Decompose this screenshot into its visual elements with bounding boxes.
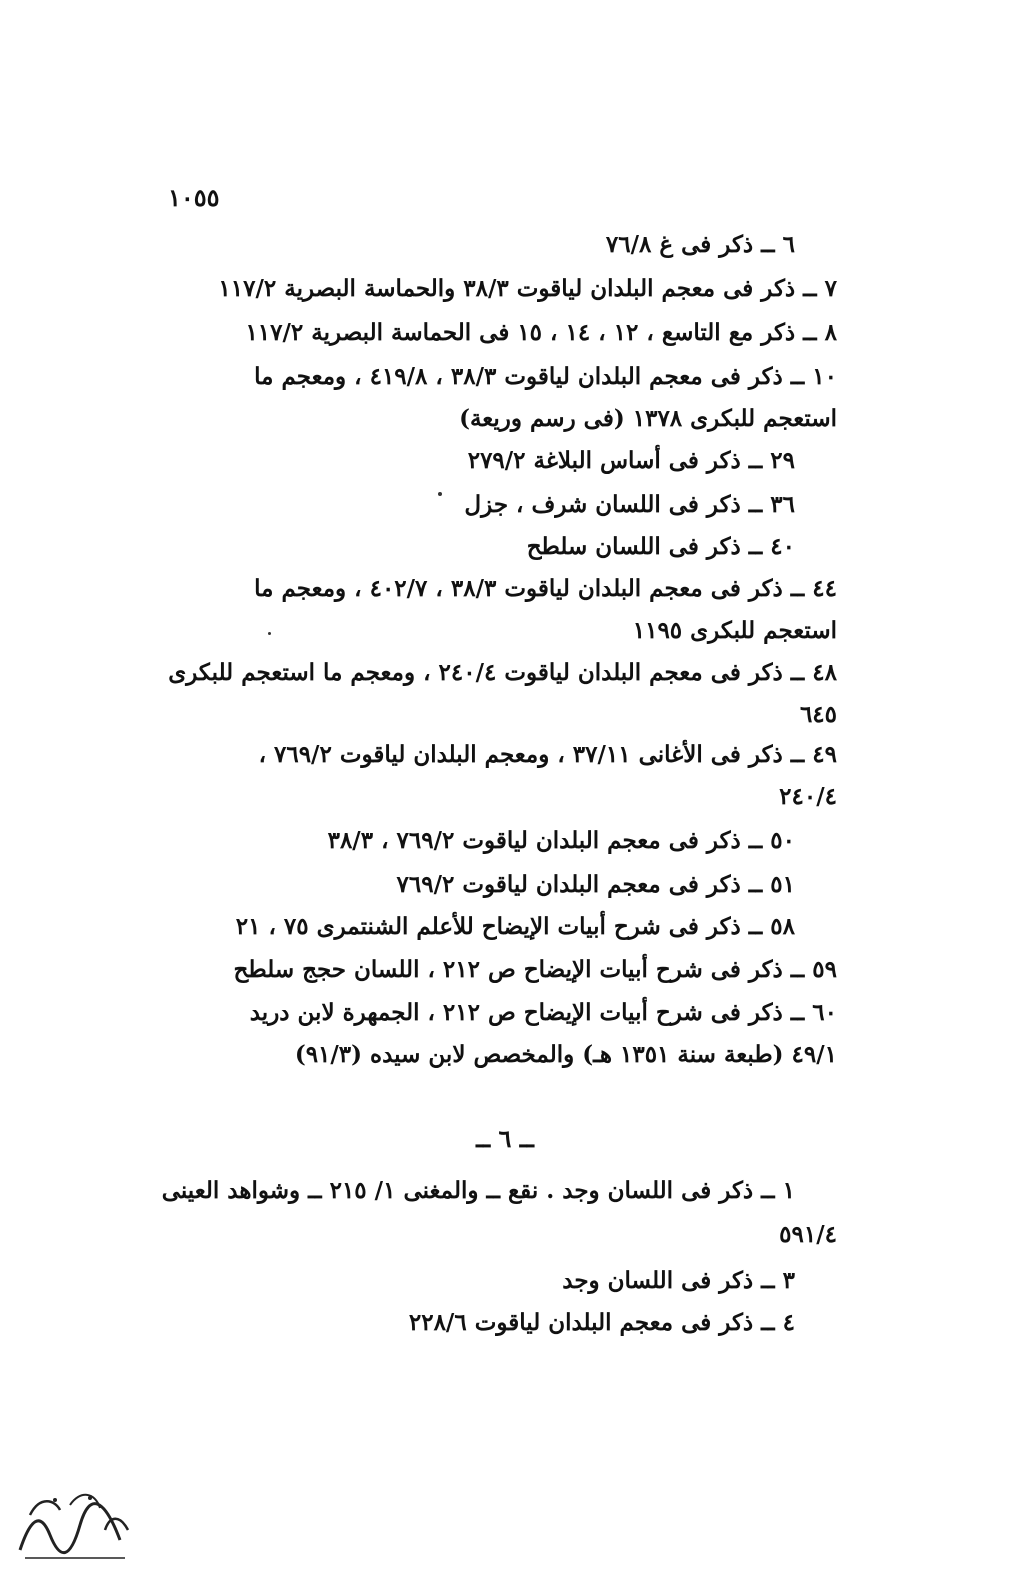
note-line: ٣ ــ ذكر فى اللسان وجد: [562, 1267, 795, 1294]
note-line: ٤٤ ــ ذكر فى معجم البلدان لياقوت ٣٨/٣ ، ٤٠٢/٧ ، ومعجم ما: [254, 575, 837, 602]
section-marker: ــ ٦ ــ: [476, 1124, 534, 1153]
note-line: ٢٩ ــ ذكر فى أساس البلاغة ٢٧٩/٢: [467, 447, 795, 474]
print-speck: [438, 492, 442, 496]
note-line-continuation: ٢٤٠/٤: [779, 783, 837, 810]
note-line: ٦ ــ ذكر فى غ ٧٦/٨: [605, 231, 795, 258]
note-line-continuation: ٤٩/١ (طبعة سنة ١٣٥١ هـ) والمخصص لابن سيده (٩١/٣): [294, 1041, 837, 1068]
note-line: ٥٠ ــ ذكر فى معجم البلدان لياقوت ٧٦٩/٢ ، ٣٨/٣: [327, 827, 795, 854]
note-line: ٧ ــ ذكر فى معجم البلدان لياقوت ٣٨/٣ والحماسة البصرية ١١٧/٢: [218, 275, 837, 302]
note-line: ٥٩ ــ ذكر فى شرح أبيات الإيضاح ص ٢١٢ ، اللسان حجج سلطح: [233, 956, 837, 983]
note-line: ٣٦ ــ ذكر فى اللسان شرف ، جزل: [464, 491, 795, 518]
note-line: ٥١ ــ ذكر فى معجم البلدان لياقوت ٧٦٩/٢: [396, 871, 795, 898]
page-number: ١٠٥٥: [168, 183, 220, 212]
note-line-continuation: ٥٩١/٤: [779, 1221, 837, 1248]
note-line-continuation: استعجم للبكرى ١٣٧٨ (فى رسم وريعة): [459, 405, 837, 432]
note-line: ٤٩ ــ ذكر فى الأغانى ٣٧/١١ ، ومعجم البلدان لياقوت ٧٦٩/٢ ،: [258, 741, 837, 768]
note-line-continuation: استعجم للبكرى ١١٩٥: [632, 617, 837, 644]
note-line: ٥٨ ــ ذكر فى شرح أبيات الإيضاح للأعلم الشنتمرى ٧٥ ، ٢١: [235, 913, 795, 940]
note-line: ٤٨ ــ ذكر فى معجم البلدان لياقوت ٢٤٠/٤ ، ومعجم ما استعجم للبكرى: [168, 659, 837, 686]
note-line: ٤٠ ــ ذكر فى اللسان سلطح: [526, 533, 795, 560]
note-line: ٨ ــ ذكر مع التاسع ، ١٢ ، ١٤ ، ١٥ فى الحماسة البصرية ١١٧/٢: [245, 319, 837, 346]
note-line-continuation: ٦٤٥: [799, 701, 837, 728]
print-speck: [268, 632, 271, 635]
note-line: ١٠ ــ ذكر فى معجم البلدان لياقوت ٣٨/٣ ، ٤١٩/٨ ، ومعجم ما: [254, 363, 837, 390]
calligraphy-seal: [10, 1480, 140, 1570]
note-line: ٦٠ ــ ذكر فى شرح أبيات الإيضاح ص ٢١٢ ، الجمهرة لابن دريد: [249, 999, 837, 1026]
note-line: ٤ ــ ذكر فى معجم البلدان لياقوت ٢٢٨/٦: [408, 1309, 795, 1336]
note-line: ١ ــ ذكر فى اللسان وجد . نقع ــ والمغنى ١/ ٢١٥ ــ وشواهد العينى: [161, 1177, 795, 1204]
